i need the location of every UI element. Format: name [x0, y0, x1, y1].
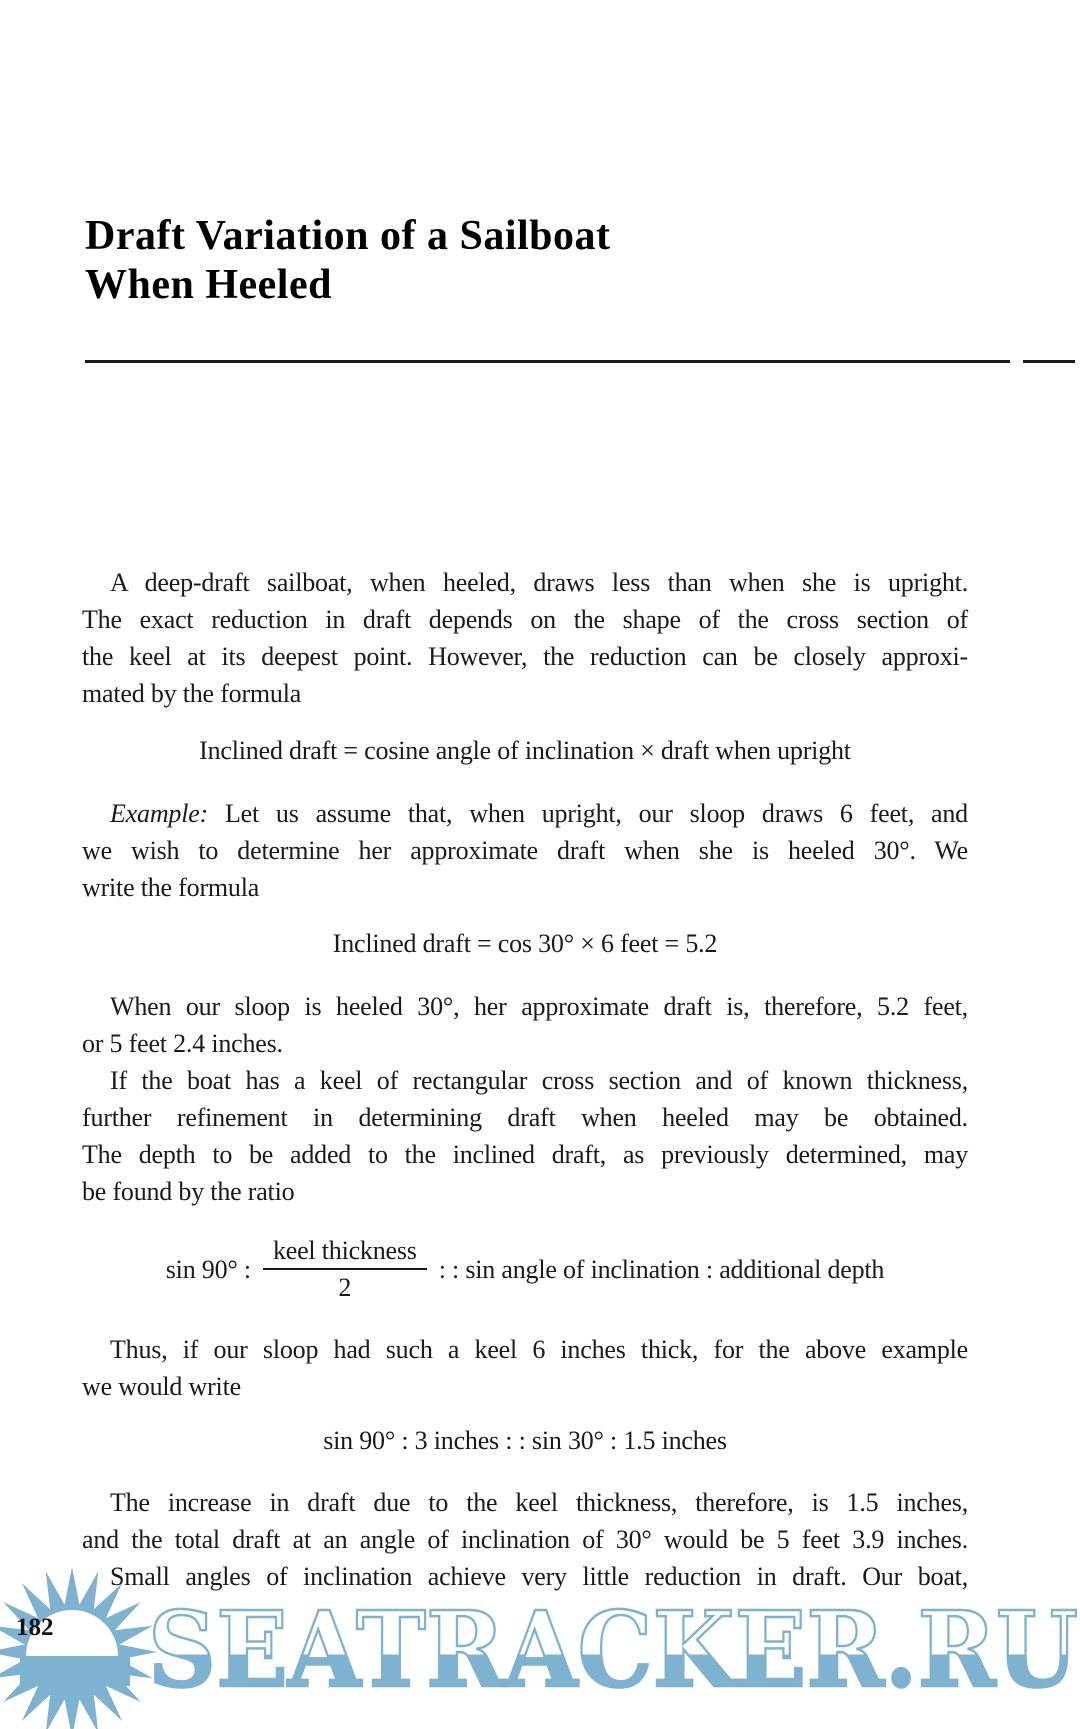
formula-sin-ratio: sin 90° : 3 inches : : sin 30° : 1.5 inches: [323, 1426, 727, 1455]
formula-inclined-draft: Inclined draft = cosine angle of inclination × draft when upright: [199, 736, 851, 765]
text-line: further refinement in determining draft when heeled may be obtained.: [82, 1103, 968, 1132]
fraction: [263, 1234, 427, 1305]
ratio-suffix: : : sin angle of inclination : additional depth: [438, 1254, 885, 1284]
text-line: A deep-draft sailboat, when heeled, draws less than when she is upright.: [110, 568, 968, 597]
example-label: Example:: [110, 799, 209, 828]
page-title-line1: Draft Variation of a Sailboat: [85, 213, 611, 259]
fraction-numerator: keel thickness: [263, 1234, 427, 1270]
watermark: [148, 1594, 1080, 1706]
text-line: be found by the ratio: [82, 1177, 295, 1206]
text-line: Thus, if our sloop had such a keel 6 inches thick, for the above example: [110, 1335, 968, 1364]
text-line: The depth to be added to the inclined draft, as previously determined, may: [82, 1140, 968, 1169]
paragraph-keel: [82, 1062, 968, 1210]
text-line: we would write: [82, 1372, 241, 1401]
text-line: the keel at its deepest point. However, the reduction can be closely approxi-: [82, 642, 968, 671]
paragraph-result: [82, 988, 968, 1062]
paragraph-increase: [82, 1484, 968, 1558]
watermark-text: SEATRACKER.RU: [148, 1594, 1078, 1706]
paragraph-small-angles: [82, 1558, 968, 1595]
ratio-prefix: sin 90° :: [165, 1254, 251, 1284]
paragraph-example: [82, 795, 968, 906]
example-text: Let us assume that, when upright, our sloop draws 6 feet, and: [208, 799, 968, 828]
text-line: [82, 795, 968, 832]
paragraph-intro: [82, 564, 968, 712]
text-line: The increase in draft due to the keel thickness, therefore, is 1.5 inches,: [110, 1488, 968, 1517]
paragraph-thus: [82, 1331, 968, 1405]
title-rule: [85, 360, 1075, 363]
text-column: [82, 564, 968, 1595]
page-title-line2: When Heeled: [85, 262, 332, 308]
text-line: The exact reduction in draft depends on the shape of the cross section of: [82, 605, 968, 634]
text-line: we wish to determine her approximate draft when she is heeled 30°. We: [82, 836, 968, 865]
text-line: If the boat has a keel of rectangular cross section and of known thickness,: [110, 1066, 968, 1095]
text-line: or 5 feet 2.4 inches.: [82, 1029, 283, 1058]
text-line: and the total draft at an angle of inclination of 30° would be 5 feet 3.9 inches.: [82, 1525, 968, 1554]
formula-cos30: Inclined draft = cos 30° × 6 feet = 5.2: [332, 929, 718, 958]
sun-water-band: [20, 1656, 130, 1686]
fraction-denominator: 2: [338, 1273, 352, 1302]
text-line: Small angles of inclination achieve very little reduction in draft. Our boat,: [110, 1562, 968, 1591]
page-number: 182: [16, 1614, 54, 1641]
text-line: When our sloop is heeled 30°, her approximate draft is, therefore, 5.2 feet,: [110, 992, 968, 1021]
page-title: [85, 0, 1080, 310]
formula-ratio: [82, 1232, 968, 1307]
text-line: mated by the formula: [82, 679, 302, 708]
text-line: write the formula: [82, 873, 260, 902]
